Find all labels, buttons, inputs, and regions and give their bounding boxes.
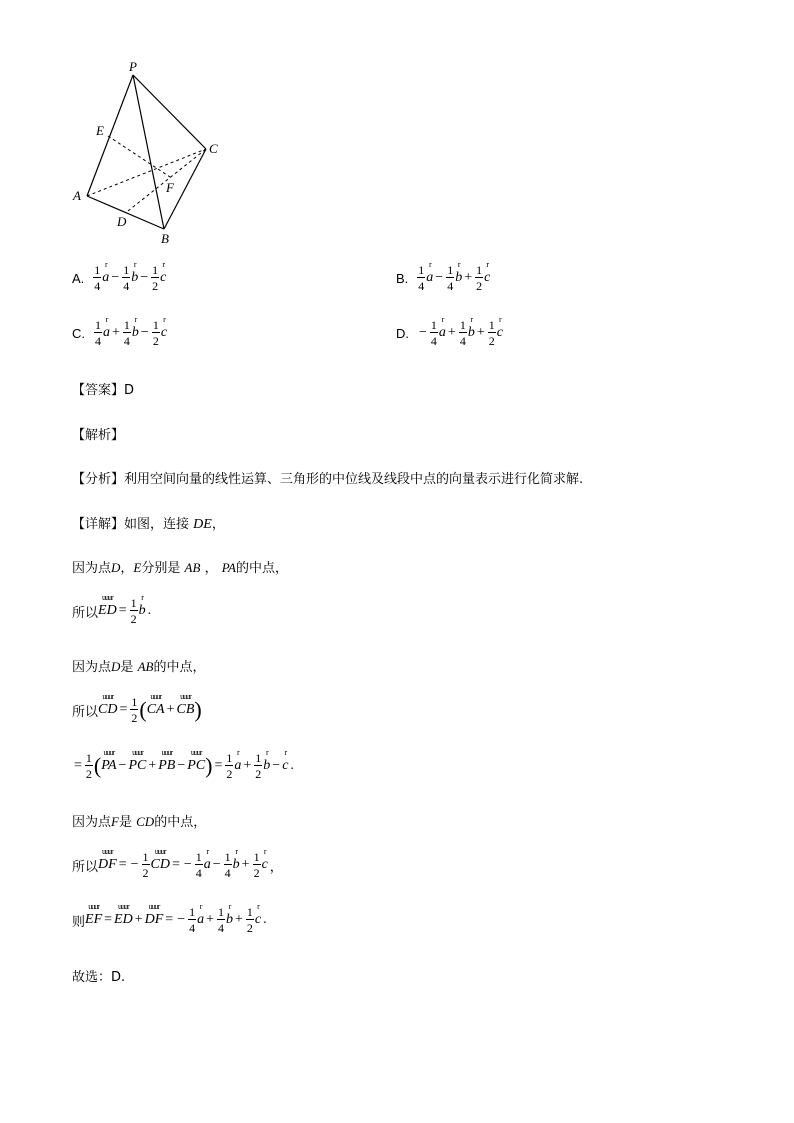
step-line-1: 因为点D，E分别是 AB ， PA的中点， [72, 560, 288, 576]
xiangjie-line: 【详解】如图，连接 DE， [72, 517, 225, 532]
analysis-tag: 【解析】 [72, 428, 125, 443]
edge-AC [87, 149, 206, 196]
step-line-3: 因为点D是 AB的中点， [72, 659, 206, 675]
answer-tag: 【答案】 [72, 383, 125, 398]
option-b[interactable]: B. $\frac{1}{4}$ r a − $\frac{1}{4}$ r b + $\frac{1}{2}$ r c [396, 260, 491, 293]
step-line-5: = $\frac{1}{2}$ ( uuur PA − uuur PC + uuur PB − uuur PC ) = $\frac{1}{2}$ r a + $\frac{1}{2}$ r b − r c . [74, 748, 294, 781]
label-E: E [96, 123, 104, 138]
answer-value: D [124, 383, 135, 398]
option-c[interactable]: C. $\frac{1}{4}$ r a + $\frac{1}{4}$ r b − $\frac{1}{2}$ r c [72, 315, 168, 348]
option-a[interactable]: A. $\frac{1}{4}$ r a − $\frac{1}{4}$ r b − $\frac{1}{2}$ r c [72, 260, 167, 293]
fenxi-line: 【分析】利用空间向量的线性运算、三角形的中位线及线段中点的向量表示进行化简求解. [72, 472, 584, 487]
label-F: F [166, 180, 174, 195]
step-line-2: 所以 uuur ED = $\frac{1}{2}$ r b . [72, 593, 152, 626]
segment-EF [108, 136, 173, 179]
step-line-6: 因为点F是 CD的中点， [72, 814, 207, 830]
conclusion: 故选：D. [72, 970, 126, 985]
tetrahedron-figure [60, 58, 240, 253]
step-line-4: 所以 uuur CD = $\frac{1}{2}$ ( uuur CA + uuur CB ) [72, 692, 202, 725]
step-line-8: 则 uuur EF = uuur ED + uuur DF = − $\frac{1}{4}$ r a + $\frac{1}{4}$ r b + $\frac{1}{2}$ r c . [72, 902, 267, 935]
edge-PC [133, 75, 206, 149]
label-B: B [161, 231, 169, 246]
edge-PB [133, 75, 164, 229]
label-C: C [209, 141, 218, 156]
answer-line [72, 379, 134, 398]
step-line-7: 所以 uuur DF = − $\frac{1}{2}$ uuur CD = − $\frac{1}{4}$ r a − $\frac{1}{4}$ r b + $\frac{1}{2}$ r c ， [72, 847, 283, 880]
edge-PA [87, 75, 133, 196]
label-D: D [117, 214, 127, 229]
label-P: P [129, 59, 137, 74]
label-A: A [73, 188, 81, 203]
option-d[interactable]: D. − $\frac{1}{4}$ r a + $\frac{1}{4}$ r b + $\frac{1}{2}$ r c [396, 315, 503, 348]
